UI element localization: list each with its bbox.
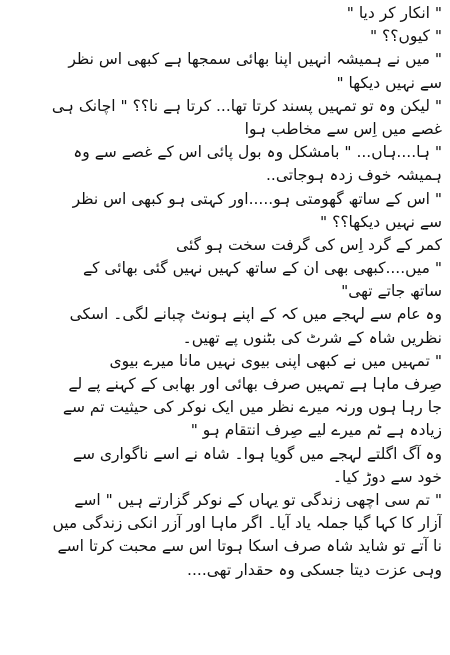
text-line: نظریں شاہ کے شرٹ کی بٹنوں پے تھیں۔ bbox=[182, 328, 442, 347]
text-line: نا آتے تو شاید شاہ صرف اسکا ہوتا اس سے محبت کرتا اسے bbox=[57, 537, 442, 556]
text-line: آزار کا کہا گیا جملہ یاد آیا۔ اگر ماہا اور آزر انکی زندگی میں bbox=[52, 514, 442, 533]
text-line: وہی عزت دیتا جسکی وہ حقدار تھی.... bbox=[187, 560, 442, 579]
text-line: ساتھ جاتے تھی" bbox=[341, 282, 442, 301]
text-line: جا رہا ہوں ورنہ میرے نظر میں ایک نوکر کی حیثیت تم سے bbox=[62, 398, 442, 417]
text-line: " تمہیں میں نے کبھی اپنی بیوی نہیں مانا میرے بیوی bbox=[109, 351, 442, 370]
text-line: " ہا....ہاں... " بامشکل وہ بول پائی اس کے غصے سے وہ bbox=[73, 143, 442, 162]
text-line: کمر کے گرد اِس کی گرفت سخت ہو گئی bbox=[176, 235, 442, 254]
text-line: " انکار کر دیا " bbox=[346, 4, 442, 22]
text-line: وہ عام سے لہجے میں کہ کے اپنے ہونٹ چبانے لگی۔ اسکی bbox=[69, 305, 442, 324]
text-line: خود سے دوڑ کیا۔ bbox=[332, 467, 442, 486]
text-line: " کیوں؟؟ " bbox=[369, 27, 442, 46]
text-line: سے نہیں دیکھا " bbox=[336, 73, 442, 92]
text-line: " میں نے ہمیشہ انہیں اپنا بھائی سمجھا ہے کبھی اس نظر bbox=[68, 50, 442, 69]
text-line: وہ آگ اگلتے لہجے میں گویا ہوا۔ شاہ نے اسے ناگواری سے bbox=[72, 444, 442, 463]
text-line: " تم سی اچھی زندگی تو یہاں کے نوکر گزارتے ہیں " اسے bbox=[74, 490, 442, 509]
text-line: " میں....کبھی بھی ان کے ساتھ کہیں نہیں گئی بھائی کے bbox=[82, 259, 442, 278]
text-line: زیادہ ہے ٹم میرے لیے صِرف انتقام ہو " bbox=[190, 421, 442, 440]
text-line: " لیکن وہ تو تمہیں پسند کرتا تھا... کرتا ہے نا؟؟ " اچانک ہی bbox=[51, 96, 442, 115]
text-line: غصے میں اِس سے مخاطب ہوا bbox=[244, 119, 442, 138]
text-line: " اس کے ساتھ گھومتی ہو.....اور کہتی ہو کبھی اس نظر bbox=[72, 189, 442, 208]
text-line: سے نہیں دیکھا؟؟ " bbox=[320, 212, 442, 231]
text-line: ہمیشہ خوف زدہ ہوجاتی.. bbox=[265, 166, 442, 185]
text-line: صِرف ماہا ہے تمہیں صرف بھائی اور بھابی کے کہنے پے لے bbox=[68, 375, 442, 393]
